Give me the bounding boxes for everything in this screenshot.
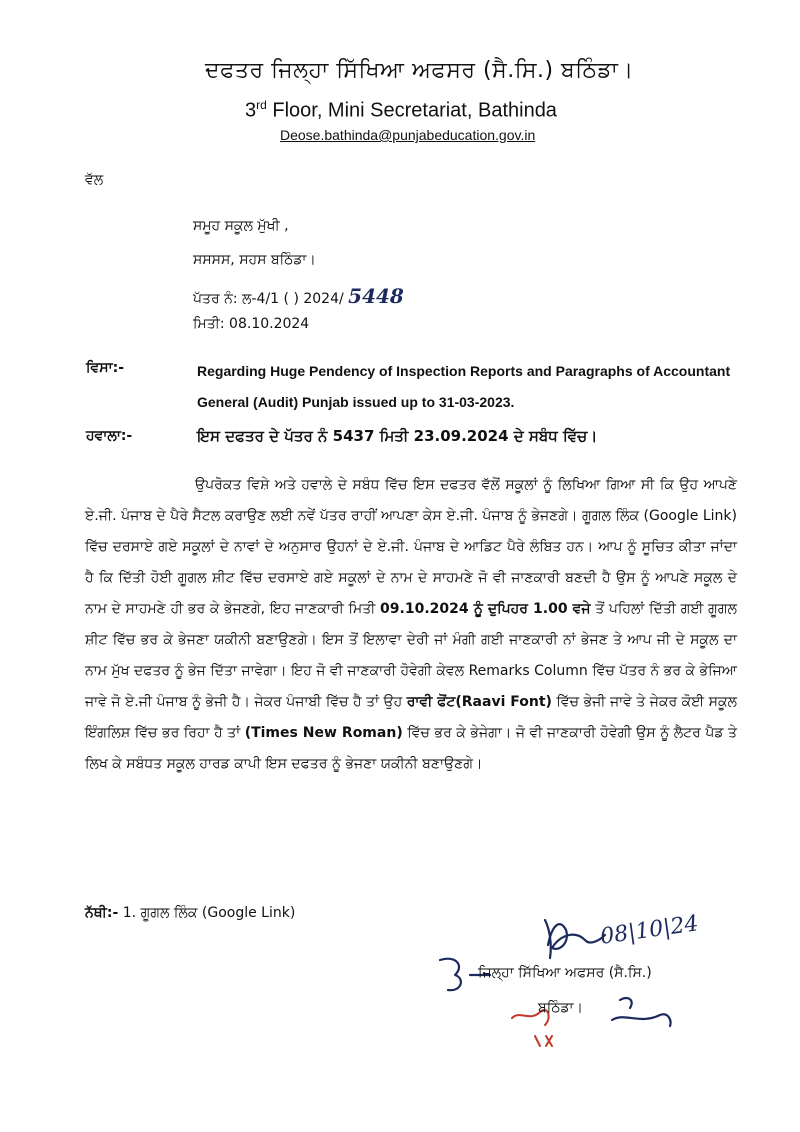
recipient-line2: ਸਸਸਸ, ਸਹਸ ਬਠਿੰਡਾ। <box>193 252 316 268</box>
signatory-city: ਬਠਿੰਡਾ। <box>538 1000 583 1016</box>
address-rest: Floor, Mini Secretariat, Bathinda <box>266 99 557 122</box>
letter-date: ਮਿਤੀ: 08.10.2024 <box>193 316 310 332</box>
signature-date: 08|10|24 <box>598 911 701 950</box>
subject-label: ਵਿਸਾ:- <box>86 360 125 376</box>
reference-text: ਇਸ ਦਫਤਰ ਦੇ ਪੱਤਰ ਨੰ 5437 ਮਿਤੀ 23.09.2024 ਦੇ ਸਬੰਧ ਵਿੱਚ। <box>197 427 598 445</box>
office-title: ਦਫਤਰ ਜਿਲ੍ਹਾ ਸਿੱਖਿਆ ਅਫਸਰ (ਸੈ.ਸਿ.) ਬਠਿੰਡਾ। <box>205 58 634 83</box>
enclosure-text: 1. ਗੂਗਲ ਲਿੰਕ (Google Link) <box>118 905 296 921</box>
body-text-part4: ਵਿੱਚ ਭਰ ਕੇ ਭੇਜੇਗਾ। ਜੋ ਵੀ ਜਾਣਕਾਰੀ ਹੋਵੇਗੀ ਉਸ ਨੂੰ ਲੈਟਰ ਪੈਡ ਤੇ ਲਿਖ ਕੇ ਸਬੰਧਤ ਸਕੂਲ ਹਾਰਡ ਕਾਪੀ ਇਸ ਦਫਤਰ ਨੂੰ ਭੇਜਣਾ ਯਕੀਨੀ ਬਣਾਉਣਗੇ। <box>85 725 737 772</box>
recipient-line1: ਸਮੂਹ ਸਕੂਲ ਮੁੱਖੀ , <box>193 218 289 234</box>
deadline-date: 09.10.2024 ਨੂੰ ਦੁਪਿਹਰ 1.00 ਵਜੇ <box>380 601 591 617</box>
to-label: ਵੱਲ <box>85 172 104 188</box>
body-text-part3: ਵਿੱਚ ਭੇਜੀ ਜਾਵੇ ਤੇ ਜੇਕਰ ਕੋਈ ਸਕੂਲ ਇੰਗਲਿਸ਼ ਵਿੱਚ ਭਰ ਰਿਹਾ ਹੈ ਤਾਂ <box>85 694 737 741</box>
letter-number-handwritten: 5448 <box>348 284 404 308</box>
letter-number-printed: ਪੱਤਰ ਨੰ: ਲ-4/1 ( ) 2024/ <box>193 291 344 307</box>
office-email[interactable]: Deose.bathinda@punjabeducation.gov.in <box>280 127 536 143</box>
body-text-part1: ਉਪਰੋਕਤ ਵਿਸ਼ੇ ਅਤੇ ਹਵਾਲੇ ਦੇ ਸਬੰਧ ਵਿੱਚ ਇਸ ਦਫਤਰ ਵੱਲੋਂ ਸਕੂਲਾਂ ਨੂੰ ਲਿਖਿਆ ਗਿਆ ਸੀ ਕਿ ਉਹ ਆਪਣੇ ਏ.ਜੀ. ਪੰਜਾਬ ਦੇ ਪੈਰੇ ਸੈਟਲ ਕਰਾਉਣ ਲਈ ਨਵੇਂ ਪੱਤਰ ਰਾਹੀਂ ਆਪਣਾ ਕੇਸ ਏ.ਜੀ. ਪੰਜਾਬ ਨੂੰ ਭੇਜਣਗੇ। ਗੂਗਲ ਲਿੰਕ (Google Link) ਵਿੱਚ ਦਰਸਾਏ ਗਏ ਸਕੂਲਾਂ ਦੇ ਨਾਵਾਂ ਦੇ ਅਨੁਸਾਰ ਉਹਨਾਂ ਦੇ ਏ.ਜੀ. ਪੰਜਾਬ ਦੇ ਆਡਿਟ ਪੈਰੇ ਲੰਬਿਤ ਹਨ। ਆਪ ਨੂੰ ਸੂਚਿਤ ਕੀਤਾ ਜਾਂਦਾ ਹੈ ਕਿ ਦਿੱਤੀ ਹੋਈ ਗੂਗਲ ਸ਼ੀਟ ਵਿੱਚ ਦਰਸਾਏ ਗਏ ਸਕੂਲਾਂ ਦੇ ਨਾਮ ਦੇ ਸਾਹਮਣੇ ਜੋ ਵੀ ਜਾਣਕਾਰੀ ਬਣਦੀ ਹੈ ਉਸ ਨੂੰ ਆਪਣੇ ਸਕੂਲ ਦੇ ਨਾਮ ਦੇ ਸਾਹਮਣੇ ਹੀ ਭਰ ਕੇ ਭੇਜਣਗੇ, ਇਹ ਜਾਣਕਾਰੀ ਮਿਤੀ <box>85 477 737 617</box>
address-ordinal: 3 <box>245 99 257 122</box>
enclosure-label: ਨੱਥੀ:- <box>85 905 119 921</box>
signatory-title: ਜਿਲ੍ਹਾ ਸਿੱਖਿਆ ਅਫਸਰ (ਸੈ.ਸਿ.) <box>478 965 652 981</box>
font-raavi: ਰਾਵੀ ਫੋਂਟ(Raavi Font) <box>406 694 552 710</box>
body-text-part2: ਤੋਂ ਪਹਿਲਾਂ ਦਿੱਤੀ ਗਈ ਗੂਗਲ ਸ਼ੀਟ ਵਿੱਚ ਭਰ ਕੇ ਭੇਜਣਾ ਯਕੀਨੀ ਬਣਾਉਣਗੇ। ਇਸ ਤੋਂ ਇਲਾਵਾ ਦੇਰੀ ਜਾਂ ਮੰਗੀ ਗਈ ਜਾਣਕਾਰੀ ਨਾਂ ਭੇਜਣ ਤੇ ਆਪ ਜੀ ਦੇ ਸਕੂਲ ਦਾ ਨਾਮ ਮੁੱਖ ਦਫਤਰ ਨੂੰ ਭੇਜ ਦਿੱਤਾ ਜਾਵੇਗਾ। ਇਹ ਜੋ ਵੀ ਜਾਣਕਾਰੀ ਹੋਵੇਗੀ ਕੇਵਲ Remarks Column ਵਿੱਚ ਪੱਤਰ ਨੰ ਭਰ ਕੇ ਭੇਜਿਆ ਜਾਵੇ ਜੋ ਏ.ਜੀ ਪੰਜਾਬ ਨੂੰ ਭੇਜੀ ਹੈ। ਜੇਕਰ ਪੰਜਾਬੀ ਵਿੱਚ ਹੈ ਤਾਂ ਉਹ <box>85 601 737 710</box>
reference-label: ਹਵਾਲਾ:- <box>86 428 133 444</box>
font-times: (Times New Roman) <box>244 725 403 741</box>
address-ordinal-suffix: rd <box>256 98 267 112</box>
subject-text: Regarding Huge Pendency of Inspection Reports and Paragraphs of Accountant General (Audit) Punjab issued up to 31-03-2023. <box>197 363 731 410</box>
